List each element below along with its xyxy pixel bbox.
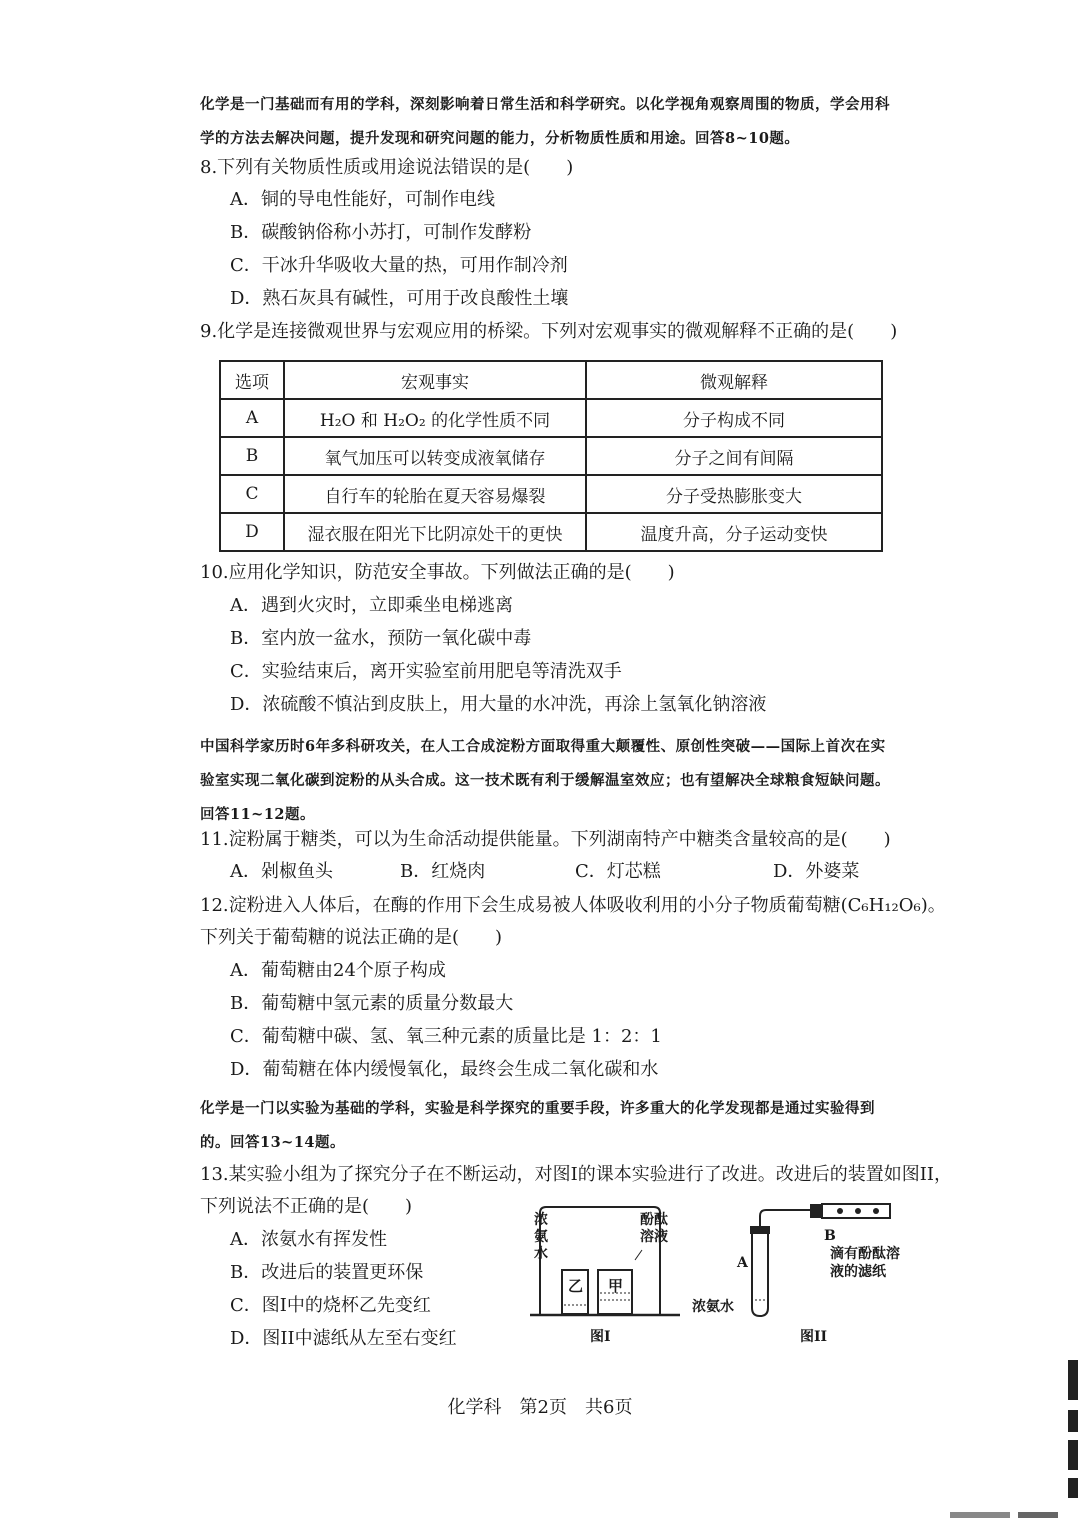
table-header-row xyxy=(220,361,882,399)
table-row xyxy=(220,475,882,513)
fig1-phenol-label: 酚酞溶液 xyxy=(640,1212,668,1245)
q12-option-b: B．葡萄糖中氢元素的质量分数最大 xyxy=(230,993,514,1014)
q13-option-d: D．图II中滤纸从左至右变红 xyxy=(230,1328,457,1349)
question-11-stem: 11.淀粉属于糖类，可以为生命活动提供能量。下列湖南特产中糖类含量较高的是( ) xyxy=(200,829,891,850)
q9-table xyxy=(219,360,883,552)
fig2-label-a: A xyxy=(737,1255,748,1271)
table-header-macro: 宏观事实 xyxy=(284,361,586,399)
table-cell: C xyxy=(220,475,284,513)
q10-option-b: B．室内放一盆水，预防一氧化碳中毒 xyxy=(230,628,532,649)
q13-option-c: C．图I中的烧杯乙先变红 xyxy=(230,1295,431,1316)
question-13-stem-line2: 下列说法不正确的是( ) xyxy=(200,1196,413,1217)
fig1-caption: 图I xyxy=(590,1329,611,1345)
fig1-beaker-yi: 乙 xyxy=(568,1277,584,1295)
table-row xyxy=(220,513,882,551)
question-8-stem: 8.下列有关物质性质或用途说法错误的是( ) xyxy=(200,157,574,178)
table-cell: 分子构成不同 xyxy=(586,399,882,437)
q12-option-c: C．葡萄糖中碳、氢、氧三种元素的质量比是 1：2：1 xyxy=(230,1026,662,1047)
question-12-stem-line1: 12.淀粉进入人体后，在酶的作用下会生成易被人体吸收利用的小分子物质葡萄糖(C₆H₁₂O₆)。 xyxy=(200,895,946,916)
page-footer: 化学科 第2页 共6页 xyxy=(447,1397,633,1418)
q8-option-b: B．碳酸钠俗称小苏打，可制作发酵粉 xyxy=(230,222,532,243)
table-cell: B xyxy=(220,437,284,475)
table-cell: 氧气加压可以转变成液氧储存 xyxy=(284,437,586,475)
intro-13-14: 化学是一门以实验为基础的学科，实验是科学探究的重要手段，许多重大的化学发现都是通过实验得到的。回答13~14题。 xyxy=(200,1100,875,1151)
fig2-filter-paper-label: 滴有酚酞溶液的滤纸 xyxy=(830,1246,900,1280)
q11-option-b: B．红烧肉 xyxy=(400,861,486,882)
fig2-label-b: B xyxy=(824,1228,836,1244)
q11-option-d: D．外婆菜 xyxy=(773,861,860,882)
table-cell: 温度升高，分子运动变快 xyxy=(586,513,882,551)
q11-option-c: C．灯芯糕 xyxy=(575,861,661,882)
q8-option-a: A．铜的导电性能好，可制作电线 xyxy=(230,189,495,210)
question-10-stem: 10.应用化学知识，防范安全事故。下列做法正确的是( ) xyxy=(200,562,675,583)
q13-option-a: A．浓氨水有挥发性 xyxy=(230,1229,387,1250)
table-cell: A xyxy=(220,399,284,437)
fig2-caption: 图II xyxy=(800,1329,828,1345)
intro-11-12: 中国科学家历时6年多科研攻关，在人工合成淀粉方面取得重大颠覆性、原创性突破——国际上首次在实验室实现二氧化碳到淀粉的从头合成。这一技术既有利于缓解温室效应；也有望解决全球粮食短缺问题。回答11~12题。 xyxy=(200,738,890,823)
q12-option-d: D．葡萄糖在体内缓慢氧化，最终会生成二氧化碳和水 xyxy=(230,1059,659,1080)
q12-option-a: A．葡萄糖由24个原子构成 xyxy=(230,960,446,981)
q10-option-d: D．浓硫酸不慎沾到皮肤上，用大量的水冲洗，再涂上氢氧化钠溶液 xyxy=(230,694,767,715)
q10-option-c: C．实验结束后，离开实验室前用肥皂等清洗双手 xyxy=(230,661,622,682)
q11-option-a: A．剁椒鱼头 xyxy=(230,861,333,882)
q10-option-a: A．遇到火灾时，立即乘坐电梯逃离 xyxy=(230,595,513,616)
table-cell: 湿衣服在阳光下比阴凉处干的更快 xyxy=(284,513,586,551)
q13-option-b: B．改进后的装置更环保 xyxy=(230,1262,424,1283)
question-9-stem: 9.化学是连接微观世界与宏观应用的桥梁。下列对宏观事实的微观解释不正确的是( ) xyxy=(200,321,898,342)
table-row xyxy=(220,437,882,475)
table-cell: 分子受热膨胀变大 xyxy=(586,475,882,513)
question-13-stem-line1: 13.某实验小组为了探究分子在不断运动，对图I的课本实验进行了改进。改进后的装置如图II， xyxy=(200,1164,952,1185)
table-header-option: 选项 xyxy=(220,361,284,399)
question-12-stem-line2: 下列关于葡萄糖的说法正确的是( ) xyxy=(200,927,503,948)
table-cell: D xyxy=(220,513,284,551)
table-cell: 分子之间有间隔 xyxy=(586,437,882,475)
table-cell: H₂O 和 H₂O₂ 的化学性质不同 xyxy=(284,399,586,437)
table-row xyxy=(220,399,882,437)
fig1-ammonia-label: 浓氨水 xyxy=(534,1212,548,1262)
q11-options xyxy=(230,856,900,888)
fig2-ammonia-label: 浓氨水 xyxy=(692,1299,734,1315)
table-cell: 自行车的轮胎在夏天容易爆裂 xyxy=(284,475,586,513)
q8-option-d: D．熟石灰具有碱性，可用于改良酸性土壤 xyxy=(230,288,569,309)
q8-option-c: C．干冰升华吸收大量的热，可用作制冷剂 xyxy=(230,255,568,276)
fig1-beaker-jia: 甲 xyxy=(608,1277,624,1295)
table-header-micro: 微观解释 xyxy=(586,361,882,399)
intro-8-10: 化学是一门基础而有用的学科，深刻影响着日常生活和科学研究。以化学视角观察周围的物质，学会用科学的方法去解决问题，提升发现和研究问题的能力，分析物质性质和用途。回答8~10题。 xyxy=(200,96,890,147)
